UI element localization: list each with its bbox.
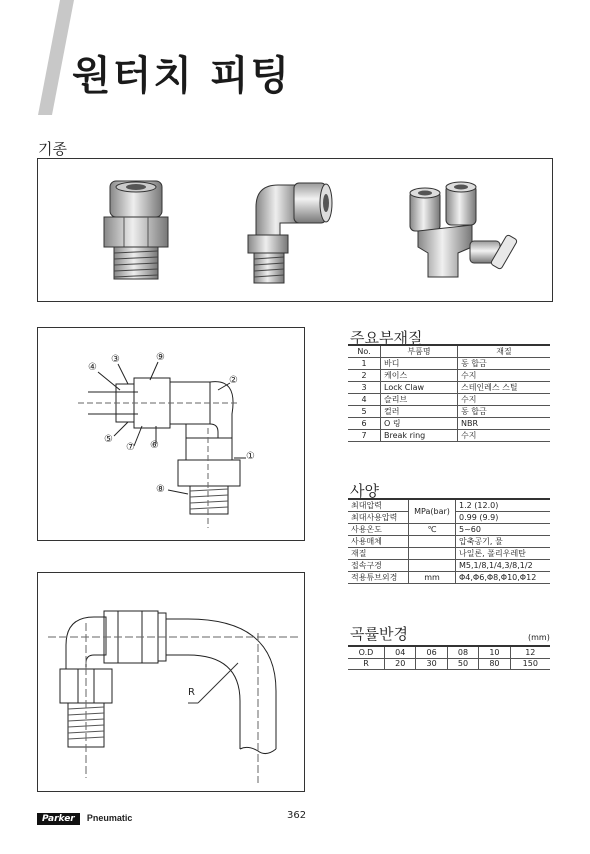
cell: mm [409,572,456,584]
cell: 재질 [348,548,409,560]
radius-label: R [188,687,195,698]
table-row [348,499,550,512]
table-row [348,548,550,560]
page-title: 원터치 피팅 [72,53,292,99]
bend-radius-drawing [38,573,304,791]
table-row [348,560,550,572]
cell: 10 [479,646,510,658]
cell: 바디 [381,358,458,370]
cell: 컬러 [381,406,458,418]
cell: 수지 [458,394,551,406]
product-photos-box [37,158,553,302]
cell: 7 [348,430,381,442]
cell: 최대압력 [348,499,409,512]
cell: 압축공기, 물 [456,536,551,548]
callout-7: ⑦ [126,442,135,453]
table-row [348,658,550,670]
materials-col-no: No. [348,345,381,358]
cell: 06 [416,646,447,658]
bend-table [348,645,550,670]
branch-fitting-image [398,177,518,287]
cell: 1.2 (12.0) [456,499,551,512]
types-heading: 기종 [38,140,67,158]
cell [409,560,456,572]
cell: O 링 [381,418,458,430]
table-row [348,572,550,584]
callout-2: ② [229,375,238,386]
cross-section-drawing-box [37,327,305,541]
cell: ℃ [409,524,456,536]
callout-4: ④ [88,362,97,373]
callout-8: ⑧ [156,484,165,495]
cell: 04 [385,646,416,658]
cell: 스테인레스 스틸 [458,382,551,394]
bend-radius-drawing-box [37,572,305,792]
cell: 50 [447,658,478,670]
parker-logo-mark: Parker [37,813,80,825]
table-row [348,406,550,418]
cell: 6 [348,418,381,430]
cell: 0.99 (9.9) [456,512,551,524]
materials-heading: 주요부재질 [350,329,423,347]
cell [409,536,456,548]
table-row [348,358,550,370]
cell: Break ring [381,430,458,442]
cell: O.D [348,646,385,658]
straight-fitting-image [96,179,176,284]
page-number: 362 [287,810,307,821]
bend-unit: (mm) [528,633,550,642]
cell: 20 [385,658,416,670]
cell: 나일론, 폴리우레탄 [456,548,551,560]
materials-table [348,344,550,442]
cell: M5,1/8,1/4,3/8,1/2 [456,560,551,572]
table-row [348,382,550,394]
cell: 3 [348,382,381,394]
cell: Φ4,Φ6,Φ8,Φ10,Φ12 [456,572,551,584]
cell: 적용튜브외경 [348,572,409,584]
cell: NBR [458,418,551,430]
cell: 동 합금 [458,406,551,418]
cell: 08 [447,646,478,658]
cell: 30 [416,658,447,670]
cell: 2 [348,370,381,382]
table-row [348,536,550,548]
specs-table [348,498,550,584]
table-row [348,418,550,430]
cell: 5 [348,406,381,418]
callout-1: ① [246,451,255,462]
cell: 5~60 [456,524,551,536]
cell: 사용매체 [348,536,409,548]
cell: Lock Claw [381,382,458,394]
cell: 12 [510,646,550,658]
cell: R [348,658,385,670]
cross-section-drawing [38,328,304,540]
materials-col-material: 재질 [458,345,551,358]
cell: 수지 [458,430,551,442]
table-row [348,524,550,536]
parker-logo [37,806,132,825]
callout-9: ⑨ [156,352,165,363]
callout-6: ⑥ [150,440,159,451]
table-row [348,430,550,442]
cell: 4 [348,394,381,406]
callout-3: ③ [111,354,120,365]
cell: 접속구경 [348,560,409,572]
cell: MPa(bar) [409,499,456,524]
cell: 케이스 [381,370,458,382]
callout-5: ⑤ [104,434,113,445]
cell: 사용온도 [348,524,409,536]
cell: 슬리브 [381,394,458,406]
elbow-fitting-image [238,177,338,287]
cell: 수지 [458,370,551,382]
specs-heading: 사양 [350,482,379,500]
cell: 최대사용압력 [348,512,409,524]
cell [409,548,456,560]
cell: 150 [510,658,550,670]
cell: 동 합금 [458,358,551,370]
materials-col-part: 부품명 [381,345,458,358]
cell: 1 [348,358,381,370]
cell: 80 [479,658,510,670]
bend-heading: 곡률반경 [350,625,408,643]
parker-logo-subtext: Pneumatic [86,813,133,823]
table-row [348,370,550,382]
table-row [348,646,550,658]
table-row [348,394,550,406]
